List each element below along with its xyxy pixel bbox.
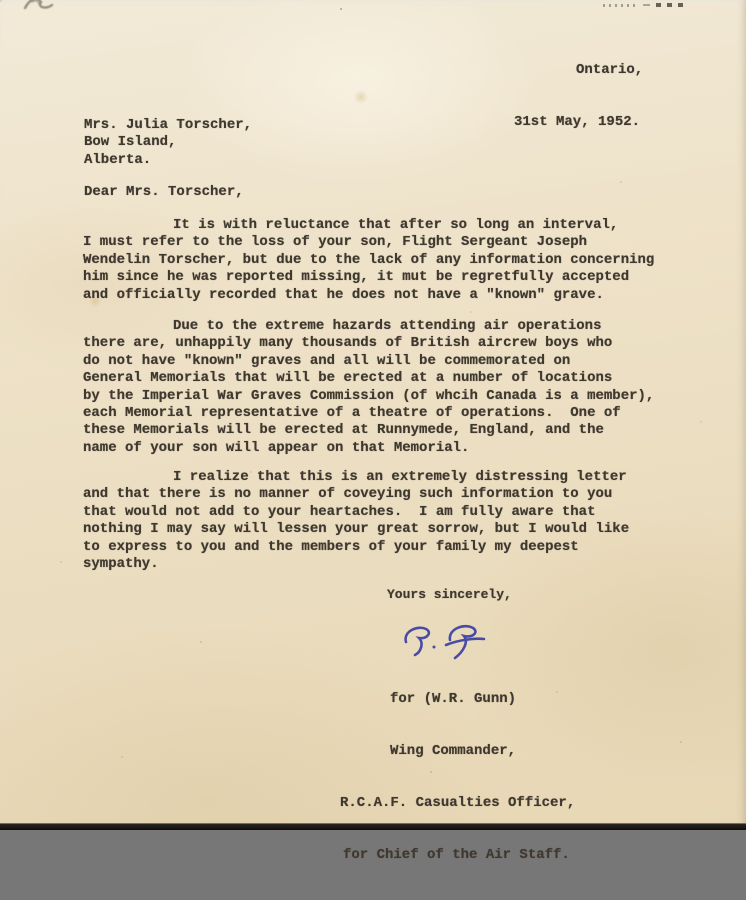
scan-edge-bar [0, 823, 746, 830]
faint-square-mark [678, 3, 683, 7]
letter-line: and that there is no manner of coveying such information to you [83, 486, 613, 503]
letter-line: by the Imperial War Graves Commission (of whcih Canada is a member), [83, 387, 655, 404]
letter-line: Due to the extreme hazards attending air operations [173, 318, 602, 334]
letter-line: It is with reluctance that after so long an interval, [173, 217, 619, 233]
signer-rank: Wing Commander, [390, 743, 517, 760]
signer-name: for (W.R. Gunn) [390, 690, 517, 707]
letter-line: him since he was reported missing, it mut be regretfully accepted [83, 269, 630, 286]
faint-dash-mark [643, 4, 650, 6]
paragraph-2 [83, 318, 654, 457]
letter-line: each Memorial representative of a theatre of operations. One of [83, 405, 621, 422]
letter-line: to express to you and the members of your family my deepest [83, 538, 579, 555]
letter-line: Wendelin Torscher, but due to the lack of any information concerning [83, 251, 655, 268]
letter-line: do not have "known" graves and all will be commemorated on [83, 352, 571, 369]
faint-dots-mark [603, 4, 637, 7]
letter-line: these Memorials will be erected at Runnymede, England, and the [83, 422, 604, 439]
ink-smudge-artifact [22, 0, 56, 16]
dateline-place: Ontario, [576, 61, 644, 78]
letter-line: Alberta. [84, 151, 152, 168]
dateline [514, 27, 643, 166]
letter-line: and officially recorded that he does not have a "known" grave. [83, 286, 604, 303]
letter-line: Mrs. Julia Torscher, [84, 117, 253, 133]
letter-line: that would not add to your heartaches. I am fully aware that [83, 503, 596, 520]
dateline-date: 31st May, 1952. [514, 114, 641, 131]
letter-line: I must refer to the loss of your son, Flight Sergeant Joseph [83, 234, 588, 251]
paragraph-3 [83, 469, 629, 573]
signature-block [340, 656, 575, 900]
letter-line: I realize that this is an extremely distressing letter [173, 469, 627, 485]
faint-square-mark [656, 3, 661, 7]
signer-authority: for Chief of the Air Staff. [343, 847, 570, 864]
faint-square-mark [667, 3, 672, 7]
closing-phrase: Yours sincerely, [387, 587, 512, 602]
letter-line: Bow Island, [84, 134, 177, 151]
salutation: Dear Mrs. Torscher, [84, 184, 244, 200]
cropped-typed-characters-artifact [603, 3, 683, 7]
recipient-address [84, 117, 252, 169]
letter-line: name of your son will appear on that Memorial. [83, 439, 470, 456]
letter-line: General Memorials that will be erected at a number of locations [83, 370, 613, 387]
letter-line: nothing I may say will lessen your great sorrow, but I would like [83, 521, 630, 538]
paragraph-1 [83, 217, 654, 304]
letter-line: there are, unhappily many thousands of British aircrew boys who [83, 335, 613, 352]
signer-title: R.C.A.F. Casualties Officer, [340, 795, 576, 812]
letter-line: sympathy. [83, 556, 159, 573]
